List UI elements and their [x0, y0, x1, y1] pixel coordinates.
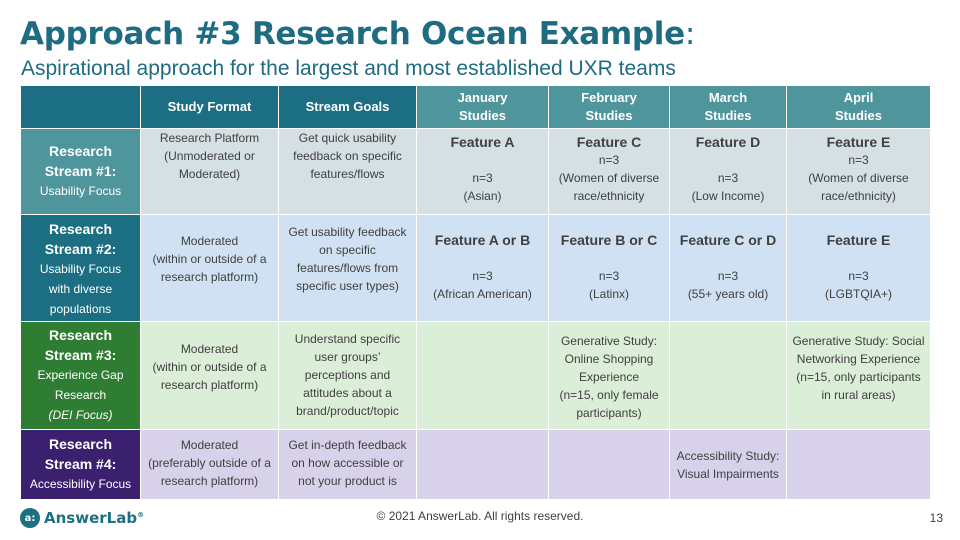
stream-3-march — [670, 322, 787, 430]
stream-1-february — [549, 129, 670, 215]
stream-2-march — [670, 215, 787, 322]
format-line: research platform) — [160, 378, 259, 392]
sample-size: n=3 — [472, 171, 493, 185]
feature-name: Feature A — [450, 134, 515, 150]
format-line: Moderated) — [178, 167, 241, 181]
header-month-sub: Studies — [704, 108, 752, 123]
stream-2-goals — [279, 215, 417, 322]
study-line: Networking Experience — [796, 352, 921, 366]
participant-group: (Asian) — [463, 189, 502, 203]
study-line: Generative Study: Social — [792, 334, 925, 348]
stream-2-february — [549, 215, 670, 322]
stream-2-label — [21, 215, 141, 322]
feature-name: Feature E — [826, 232, 891, 248]
participant-group: (Women of diverse — [558, 171, 660, 185]
header-month-label: January — [457, 90, 508, 105]
format-line: (preferably outside of a — [148, 456, 271, 470]
participant-group: (Latinx) — [588, 287, 629, 301]
goals-line: Get quick usability — [298, 131, 397, 145]
stream-number: Stream #3: — [44, 347, 117, 363]
stream-2-format — [141, 215, 279, 322]
participant-group: race/ethnicity — [573, 189, 645, 203]
sample-size: n=3 — [472, 269, 493, 283]
stream-3-february — [549, 322, 670, 430]
stream-tag: (DEI Focus) — [48, 408, 113, 422]
stream-1-format — [141, 129, 279, 215]
goals-line: feedback on specific — [293, 149, 402, 163]
header-study-format: Study Format — [141, 86, 279, 129]
format-line: Moderated — [180, 234, 239, 248]
sample-size: n=3 — [717, 269, 739, 283]
header-blank — [21, 86, 141, 129]
header-month-january — [417, 86, 549, 129]
stream-number: Stream #4: — [44, 456, 117, 472]
stream-2-april — [787, 215, 931, 322]
study-line: (n=15, only participants — [796, 370, 921, 384]
format-line: research platform) — [160, 270, 259, 284]
table-row-stream-4 — [21, 430, 931, 500]
logo-wordmark: AnswerLab — [44, 509, 138, 527]
feature-name: Feature C — [576, 134, 642, 150]
stream-4-goals — [279, 430, 417, 500]
format-line: (Unmoderated or — [164, 149, 255, 163]
header-month-april — [787, 86, 931, 129]
stream-1-march — [670, 129, 787, 215]
format-line: Moderated — [180, 438, 239, 452]
stream-4-label — [21, 430, 141, 500]
feature-name: Feature B or C — [560, 232, 658, 248]
sample-size: n=3 — [848, 153, 869, 167]
stream-focus: Experience Gap — [37, 368, 124, 382]
format-line: Research Platform — [159, 131, 260, 145]
slide-title-text: Approach #3 Research Ocean Example — [20, 16, 685, 52]
stream-4-april — [787, 430, 931, 500]
study-line: Experience — [578, 370, 640, 384]
stream-focus: populations — [49, 302, 112, 316]
stream-title: Research — [48, 436, 113, 452]
participant-group: race/ethnicity) — [821, 189, 896, 203]
sample-size: n=3 — [848, 269, 869, 283]
stream-4-january — [417, 430, 549, 500]
stream-2-january — [417, 215, 549, 322]
header-month-sub: Studies — [459, 108, 506, 123]
table-row-stream-1 — [21, 129, 931, 215]
slide-title-colon: : — [684, 16, 695, 52]
header-month-sub: Studies — [835, 108, 882, 123]
study-line: in rural areas) — [821, 388, 896, 402]
participant-group: (55+ years old) — [687, 287, 769, 301]
goals-line: user groups’ — [314, 350, 381, 364]
study-line: Accessibility Study: — [676, 448, 780, 463]
stream-number: Stream #1: — [44, 163, 117, 179]
stream-4-format — [141, 430, 279, 500]
participant-group: (Women of diverse — [808, 171, 909, 185]
stream-3-format — [141, 322, 279, 430]
stream-3-january — [417, 322, 549, 430]
goals-line: features/flows from — [296, 261, 399, 275]
copyright-notice: © 2021 AnswerLab. All rights reserved. — [376, 509, 584, 523]
stream-3-label — [21, 322, 141, 430]
stream-3-goals — [279, 322, 417, 430]
logo-trademark: ® — [137, 511, 145, 519]
stream-focus: Research — [54, 388, 107, 402]
answerlab-logo-icon: a: — [20, 508, 40, 528]
stream-4-march — [670, 430, 787, 500]
header-month-march — [670, 86, 787, 129]
stream-focus: Usability Focus — [39, 262, 122, 276]
study-line: Visual Impairments — [677, 466, 779, 481]
slide-subtitle: Aspirational approach for the largest and most established UXR teams — [21, 57, 676, 80]
stream-focus: with diverse — [48, 282, 113, 296]
stream-1-label — [21, 129, 141, 215]
format-line: research platform) — [160, 474, 259, 488]
sample-size: n=3 — [717, 171, 739, 185]
header-month-february — [549, 86, 670, 129]
feature-name: Feature E — [826, 134, 891, 150]
goals-line: perceptions and — [304, 368, 391, 382]
header-month-label: February — [581, 90, 637, 105]
goals-line: not your product is — [298, 474, 397, 488]
participant-group: (African American) — [433, 287, 532, 301]
goals-line: Get in-depth feedback — [288, 438, 407, 452]
goals-line: specific user types) — [296, 279, 399, 293]
participant-group: (LGBTQIA+) — [824, 287, 892, 301]
page-number: 13 — [929, 511, 943, 525]
feature-name: Feature A or B — [434, 232, 531, 248]
header-row — [21, 86, 931, 129]
sample-size: n=3 — [598, 153, 620, 167]
goals-line: on how accessible or — [291, 456, 404, 470]
feature-name: Feature C or D — [679, 232, 777, 248]
stream-3-april — [787, 322, 931, 430]
goals-line: on specific — [319, 243, 376, 257]
goals-line: Understand specific — [294, 332, 401, 346]
table-row-stream-3 — [21, 322, 931, 430]
header-month-label: March — [708, 90, 748, 105]
format-line: (within or outside of a — [152, 360, 267, 374]
goals-line: attitudes about a — [303, 386, 392, 400]
sample-size: n=3 — [598, 269, 620, 283]
stream-focus: Accessibility Focus — [29, 477, 132, 491]
table-row-stream-2 — [21, 215, 931, 322]
stream-1-april — [787, 129, 931, 215]
stream-1-january — [417, 129, 549, 215]
goals-line: brand/product/topic — [296, 404, 399, 418]
stream-1-goals — [279, 129, 417, 215]
header-month-sub: Studies — [585, 108, 633, 123]
feature-name: Feature D — [695, 134, 761, 150]
format-line: (within or outside of a — [152, 252, 267, 266]
stream-number: Stream #2: — [44, 241, 117, 257]
stream-title: Research — [48, 143, 113, 159]
header-month-label: April — [843, 90, 874, 105]
stream-title: Research — [48, 221, 113, 237]
research-ocean-table — [20, 85, 931, 500]
participant-group: (Low Income) — [691, 189, 765, 203]
goals-line: Get usability feedback — [288, 225, 407, 239]
slide-title — [20, 16, 695, 52]
stream-focus: Usability Focus — [39, 184, 122, 198]
header-stream-goals: Stream Goals — [279, 86, 417, 129]
study-line: Online Shopping — [564, 352, 654, 366]
format-line: Moderated — [180, 342, 239, 356]
goals-line: features/flows — [310, 167, 385, 181]
stream-4-february — [549, 430, 670, 500]
stream-title: Research — [48, 327, 113, 343]
study-line: participants) — [576, 406, 642, 420]
study-line: (n=15, only female — [559, 388, 659, 402]
study-line: Generative Study: — [560, 334, 658, 348]
